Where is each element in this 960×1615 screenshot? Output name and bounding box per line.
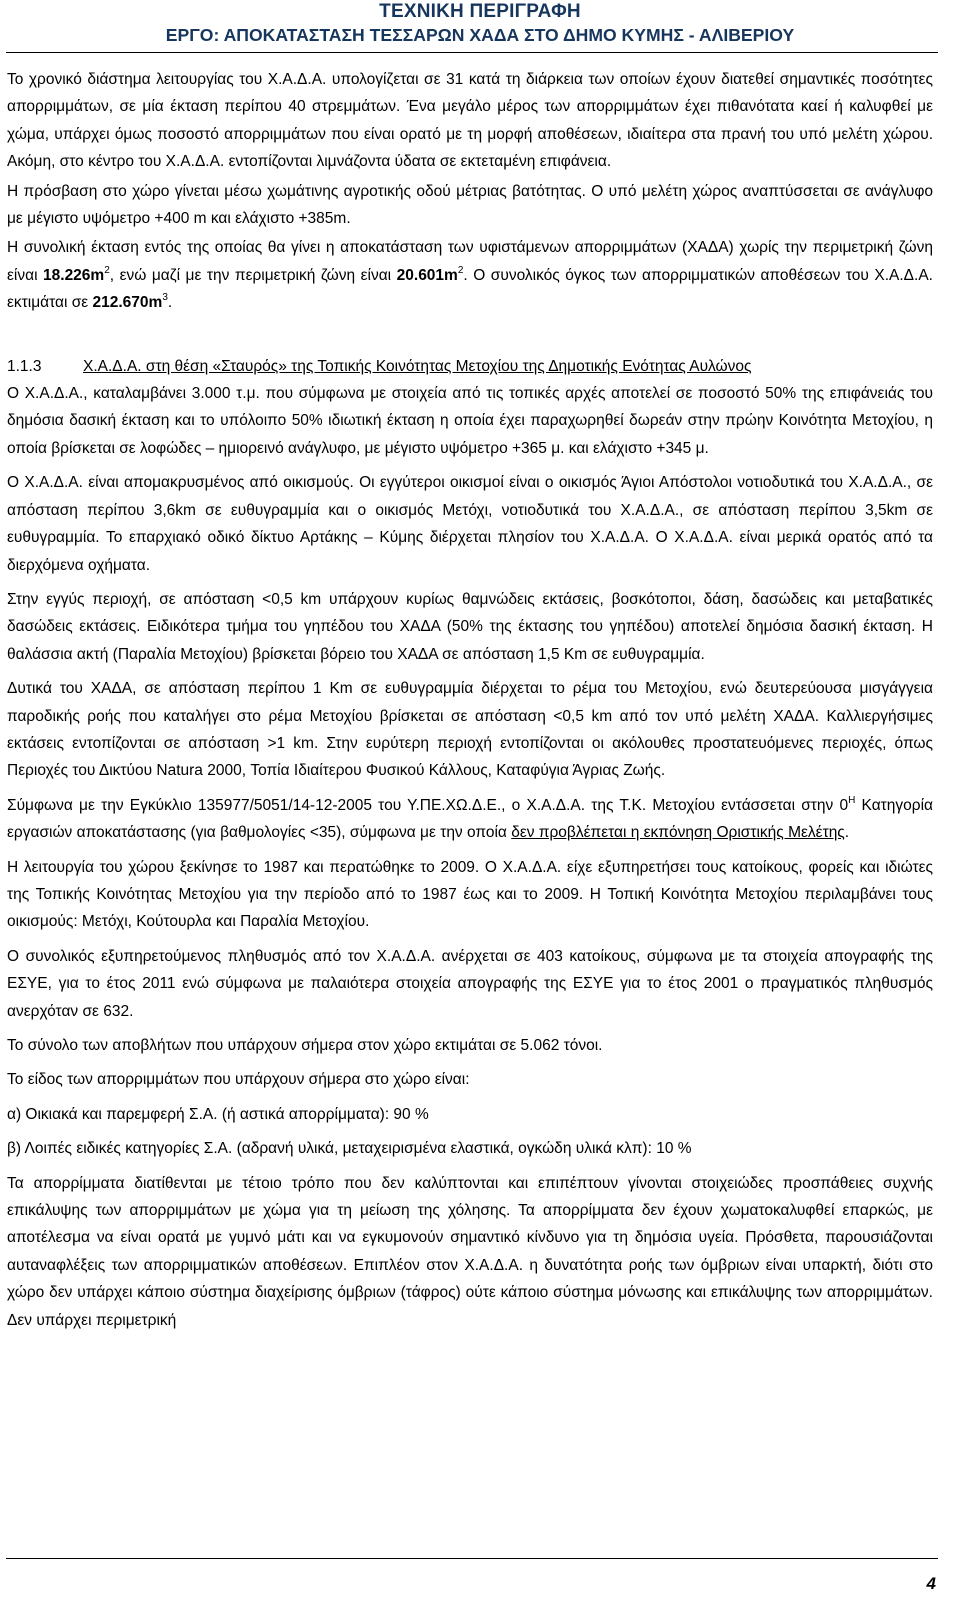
header-divider (6, 52, 938, 53)
section-number: 1.1.3 (7, 357, 42, 375)
text-run: . (844, 824, 850, 842)
paragraph: Η λειτουργία του χώρου ξεκίνησε το 1987 και περατώθηκε το 2009. Ο Χ.Α.Δ.Α. είχε εξυπηρετήσει τους κατοίκους, φορείς και ιδιώτες της Τοπικής Κοινότητας Μετοχίου για την περίοδο από το 1987 έως και το 2009. Η Τοπική Κοινότητα Μετοχίου περιλαμβάνει τους οικισμούς: Μετόχι, Κούτουρλα και Παραλία Μετοχίου. (7, 858, 933, 931)
paragraph: Η πρόσβαση στο χώρο γίνεται μέσω χωμάτινης αγροτικής οδού μέτριας βατότητας. Ο υπό μελέτη χώρος αναπτύσσεται σε ανάγλυφο με μέγιστο υψόμετρο +400 m και ελάχιστο +385m. (7, 182, 933, 228)
superscript: 3 (162, 292, 168, 304)
paragraph (7, 792, 933, 847)
paragraph: Στην εγγύς περιοχή, σε απόσταση <0,5 km υπάρχουν κυρίως θαμνώδεις εκτάσεις, βοσκότοποι, δάση, δασώδεις και μεταβατικές δασώδεις εκτάσεις. Ειδικότερα τμήμα του γηπέδου του ΧΑΔΑ (50% της έκτασης του γηπέδου) αποτελεί δημόσια δασική έκταση. Η θαλάσσια ακτή (Παραλία Μετοχίου) βρίσκεται βόρειο του ΧΑΔΑ σε απόσταση 1,5 Km σε ευθυγραμμία. (7, 590, 933, 663)
list-item: α) Οικιακά και παρεμφερή Σ.Α. (ή αστικά απορρίμματα): 90 % (7, 1105, 429, 1123)
superscript: Η (848, 794, 856, 806)
underlined-text: δεν προβλέπεται η εκπόνηση Οριστικής Μελέτης (511, 824, 845, 842)
project-title: ΕΡΓΟ: ΑΠΟΚΑΤΑΣΤΑΣΗ ΤΕΣΣΑΡΩΝ ΧΑΔΑ ΣΤΟ ΔΗΜΟ ΚΥΜΗΣ - ΑΛΙΒΕΡΙΟΥ (165, 25, 795, 45)
area-value: 20.601m (396, 266, 458, 284)
paragraph: Το είδος των απορριμμάτων που υπάρχουν σήμερα στο χώρο είναι: (7, 1071, 470, 1089)
text-run: Η συνολική έκταση εντός της οποίας θα γίνει η αποκατάσταση των υφιστάμενων απορριμμάτων (ΧΑΔΑ) χωρίς την περιμετρική ζώνη είναι (7, 239, 933, 284)
paragraph: Δυτικά του ΧΑΔΑ, σε απόσταση περίπου 1 Km σε ευθυγραμμία διέρχεται το ρέμα του Μετοχίου, ενώ δευτερεύουσα μισγάγγεια παροδικής ροής που καταλήγει στο ρέμα Μετοχίου βρίσκεται σε απόσταση <0,5 km από τον υπό μελέτη ΧΑΔΑ. Καλλιεργήσιμες εκτάσεις εντοπίζονται σε απόσταση >1 km. Στην ευρύτερη περιοχή εντοπίζονται οι ακόλουθες προστατευόμενες περιοχές, όπως Περιοχές του Δικτύου Natura 2000, Τοπία Ιδιαίτερου Φυσικού Κάλλους, Καταφύγια Άγριας Ζωής. (7, 680, 933, 780)
document-title: ΤΕΧΝΙΚΗ ΠΕΡΙΓΡΑΦΗ (379, 1, 581, 22)
text-run: Σύμφωνα με την Εγκύκλιο 135977/5051/14-12-2005 του Υ.ΠΕ.ΧΩ.Δ.Ε., ο Χ.Α.Δ.Α. της Τ.Κ. Μετοχίου εντάσσεται στην 0 (7, 796, 849, 814)
paragraph: Το χρονικό διάστημα λειτουργίας του Χ.Α.Δ.Α. υπολογίζεται σε 31 κατά τη διάρκεια των οποίων έχουν διατεθεί σημαντικές ποσότητες απορριμμάτων, σε μία έκταση περίπου 40 στρεμμάτων. Ένα μεγάλο μέρος των απορριμμάτων έχει πιθανότατα καεί ή καλυφθεί με χώμα, υπάρχει όμως ποσοστό απορριμμάτων που είναι ορατό με τη μορφή αποθέσεων, ιδιαίτερα στα πρανή του υπό μελέτη χώρου. Ακόμη, στο κέντρο του Χ.Α.Δ.Α. εντοπίζονται λιμνάζοντα ύδατα σε εκτεταμένη επιφάνεια. (7, 71, 933, 171)
paragraph (7, 234, 933, 316)
list-item: β) Λοιπές ειδικές κατηγορίες Σ.Α. (αδρανή υλικά, μεταχειρισμένα ελαστικά, ογκώδη υλικά κλπ): 10 % (7, 1140, 692, 1158)
page-number: 4 (926, 1574, 936, 1593)
text-run: . Ο συνολικός όγκος των απορριμματικών αποθέσεων του Χ.Α.Δ.Α. εκτιμάται σε (7, 266, 933, 312)
paragraph: Ο συνολικός εξυπηρετούμενος πληθυσμός από τον Χ.Α.Δ.Α. ανέρχεται σε 403 κατοίκους, σύμφωνα με τα στοιχεία απογραφής της ΕΣΥΕ, για το έτος 2011 ενώ σύμφωνα με παλαιότερα στοιχεία απογραφής της ΕΣΥΕ για το έτος 2001 ο πραγματικός πληθυσμός ανερχόταν σε 632. (7, 947, 933, 1020)
paragraph: Ο Χ.Α.Δ.Α. είναι απομακρυσμένος από οικισμούς. Οι εγγύτεροι οικισμοί είναι ο οικισμός Άγιοι Απόστολοι νοτιοδυτικά του Χ.Α.Δ.Α., σε απόσταση περίπου 3,6km σε ευθυγραμμία και ο οικισμός Μετόχι, νοτιοδυτικά του Χ.Α.Δ.Α., σε απόσταση περίπου 3,5km σε ευθυγραμμία. Το επαρχιακό οδικό δίκτυο Αρτάκης – Κύμης διέρχεται πλησίον του Χ.Α.Δ.Α. Ο Χ.Α.Δ.Α. είναι μερικά ορατός από τα διερχόμενα οχήματα. (7, 474, 933, 574)
paragraph: Το σύνολο των αποβλήτων που υπάρχουν σήμερα στον χώρο εκτιμάται σε 5.062 τόνοι. (7, 1037, 603, 1054)
section-heading (7, 353, 933, 380)
superscript: 2 (457, 264, 464, 276)
superscript: 2 (104, 264, 110, 276)
document-body (7, 66, 933, 1341)
area-value: 18.226m (43, 266, 105, 284)
text-run: , ενώ μαζί με την περιμετρική ζώνη είναι (109, 266, 397, 284)
paragraph: Ο Χ.Α.Δ.Α., καταλαμβάνει 3.000 τ.μ. που σύμφωνα με στοιχεία από τις τοπικές αρχές αποτελεί σε ποσοστό 50% της επιφάνειάς του δημόσια δασική έκταση και το υπόλοιπο 50% ιδιωτική έκταση η οποία έχει παραχωρηθεί δωρεάν στην πρώην Κοινότητα Μετοχίου, η οποία βρίσκεται σε λοφώδες – ημιορεινό ανάγλυφο, με μέγιστο υψόμετρο +365 μ. και ελάχιστο +345 μ. (7, 385, 933, 457)
volume-value: 212.670m (92, 294, 163, 312)
footer-divider (6, 1558, 938, 1559)
paragraph: Τα απορρίμματα διατίθενται με τέτοιο τρόπο που δεν καλύπτονται και επιπέπτουν γίνονται στοιχειώδες προσπάθειες συχνής επικάλυψης των απορριμμάτων με χώμα για τη μείωση της χόλησης. Τα απορρίμματα δεν έχουν χωματοκαλυφθεί επαρκώς, με αποτέλεσμα να είναι ορατά με γυμνό μάτι και να εγκυμονούν σημαντικό κίνδυνο για τη δημόσια υγεία. Πρόσθετα, παρουσιάζονται αυταναφλέξεις των απορριμματικών αποθέσεων. Επιπλέον στον Χ.Α.Δ.Α. η δυνατότητα ροής των όμβριων είναι υπαρκτή, διότι στο χώρο δεν υπάρχει κάποιο σύστημα διαχείρισης όμβριων (τάφρος) ούτε κάποιο σύστημα μόνωσης και επικάλυψης των απορριμμάτων. Δεν υπάρχει περιμετρική (7, 1174, 933, 1329)
text-run: Κατηγορία εργασιών αποκατάστασης (για βαθμολογίες <35), σύμφωνα με την οποία (7, 796, 933, 842)
page-header (0, 0, 960, 47)
text-run: . (167, 294, 173, 312)
section-title: Χ.Α.Δ.Α. στη θέση «Σταυρός» της Τοπικής Κοινότητας Μετοχίου της Δημοτικής Ενότητας Αυλώνος (83, 357, 752, 375)
